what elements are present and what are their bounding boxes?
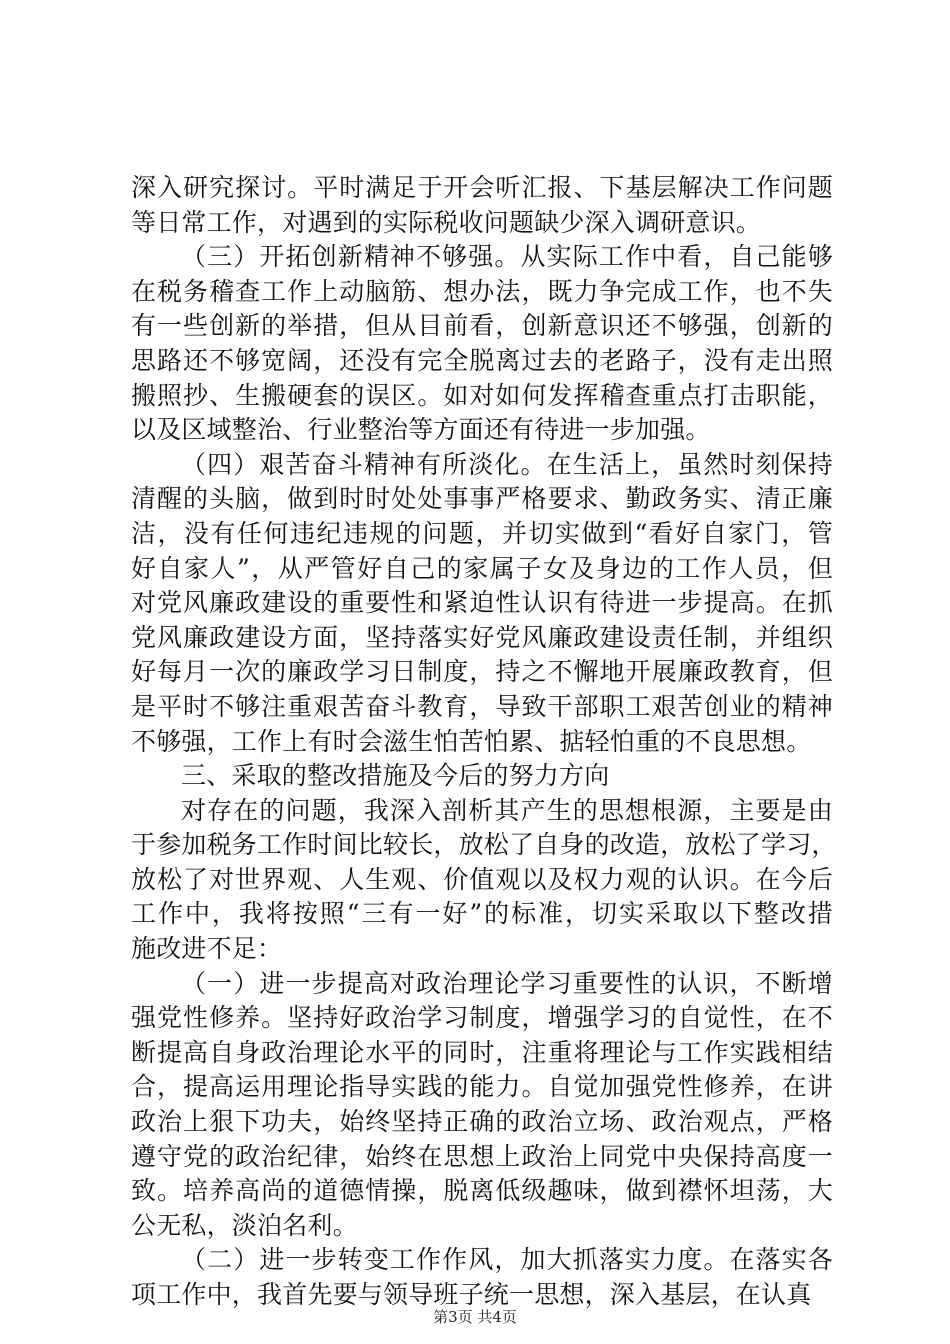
paragraph (131, 759, 833, 794)
text-line: 断提高自身政治理论水平的同时，注重将理论与工作实践相结 (131, 1037, 833, 1067)
text-line: 于参加税务工作时间比较长，放松了自身的改造，放松了学习， (131, 830, 837, 860)
text-line: 致。培养高尚的道德情操，脱离低级趣味，做到襟怀坦荡，大 (131, 1176, 833, 1206)
text-line: 施改进不足： (131, 934, 283, 964)
paragraph (131, 794, 837, 967)
text-line: 公无私，淡泊名利。 (131, 1210, 358, 1240)
page-footer: 第3页 共4页 (433, 1308, 517, 1326)
paragraph (131, 1243, 833, 1312)
text-line: 政治上狠下功夫，始终坚持正确的政治立场、政治观点，严格 (131, 1107, 833, 1137)
text-line: 对党风廉政建设的重要性和紧迫性认识有待进一步提高。在抓 (131, 588, 833, 618)
text-line: 好自家人”，从严管好自己的家属子女及身边的工作人员，但 (131, 553, 833, 583)
text-line: 项工作中，我首先要与领导班子统一思想，深入基层，在认真 (131, 1280, 812, 1309)
text-line: 是平时不够注重艰苦奋斗教育，导致干部职工艰苦创业的精神 (131, 691, 833, 721)
text-line: 思路还不够宽阔，还没有完全脱离过去的老路子，没有走出照 (131, 345, 833, 375)
document-body (131, 171, 837, 1313)
paragraph (131, 967, 833, 1244)
text-line: 深入研究探讨。平时满足于开会听汇报、下基层解决工作问题 (131, 173, 833, 202)
text-line: 洁，没有任何违纪违规的问题，并切实做到“看好自家门，管 (131, 518, 833, 548)
text-line: 党风廉政建设方面，坚持落实好党风廉政建设责任制，并组织 (131, 622, 833, 652)
text-line: （四）艰苦奋斗精神有所淡化。在生活上，虽然时刻保持 (181, 449, 833, 479)
paragraph (131, 240, 833, 448)
text-line: 工作中，我将按照“三有一好”的标准，切实采取以下整改措 (131, 899, 833, 929)
text-line: 合，提高运用理论指导实践的能力。自觉加强党性修养，在讲 (131, 1072, 833, 1102)
text-line: 在税务稽查工作上动脑筋、想办法，既力争完成工作，也不失 (131, 276, 833, 306)
text-line: 搬照抄、生搬硬套的误区。如对如何发挥稽查重点打击职能， (131, 380, 833, 410)
paragraph (131, 448, 833, 759)
text-line: 等日常工作，对遇到的实际税收问题缺少深入调研意识。 (131, 207, 762, 237)
text-line: （二）进一步转变工作作风，加大抓落实力度。在落实各 (181, 1245, 833, 1275)
text-line: 强党性修养。坚持好政治学习制度，增强学习的自觉性，在不 (131, 1003, 833, 1033)
text-line: 清醒的头脑，做到时时处处事事严格要求、勤政务实、清正廉 (131, 484, 833, 514)
text-line: 以及区域整治、行业整治等方面还有待进一步加强。 (131, 415, 711, 445)
text-line: （一）进一步提高对政治理论学习重要性的认识，不断增 (181, 968, 833, 998)
text-line: 放松了对世界观、人生观、价值观以及权力观的认识。在今后 (131, 864, 833, 894)
text-line: 三、采取的整改措施及今后的努力方向 (181, 761, 610, 791)
text-line: 有一些创新的举措，但从目前看，创新意识还不够强，创新的 (131, 311, 833, 341)
text-line: 不够强，工作上有时会滋生怕苦怕累、掂轻怕重的不良思想。 (131, 726, 812, 756)
text-line: 对存在的问题，我深入剖析其产生的思想根源，主要是由 (181, 795, 833, 825)
text-line: （三）开拓创新精神不够强。从实际工作中看，自己能够 (181, 242, 833, 272)
text-line: 好每月一次的廉政学习日制度，持之不懈地开展廉政教育，但 (131, 657, 833, 687)
paragraph (131, 171, 833, 240)
text-line: 遵守党的政治纪律，始终在思想上政治上同党中央保持高度一 (131, 1141, 833, 1171)
